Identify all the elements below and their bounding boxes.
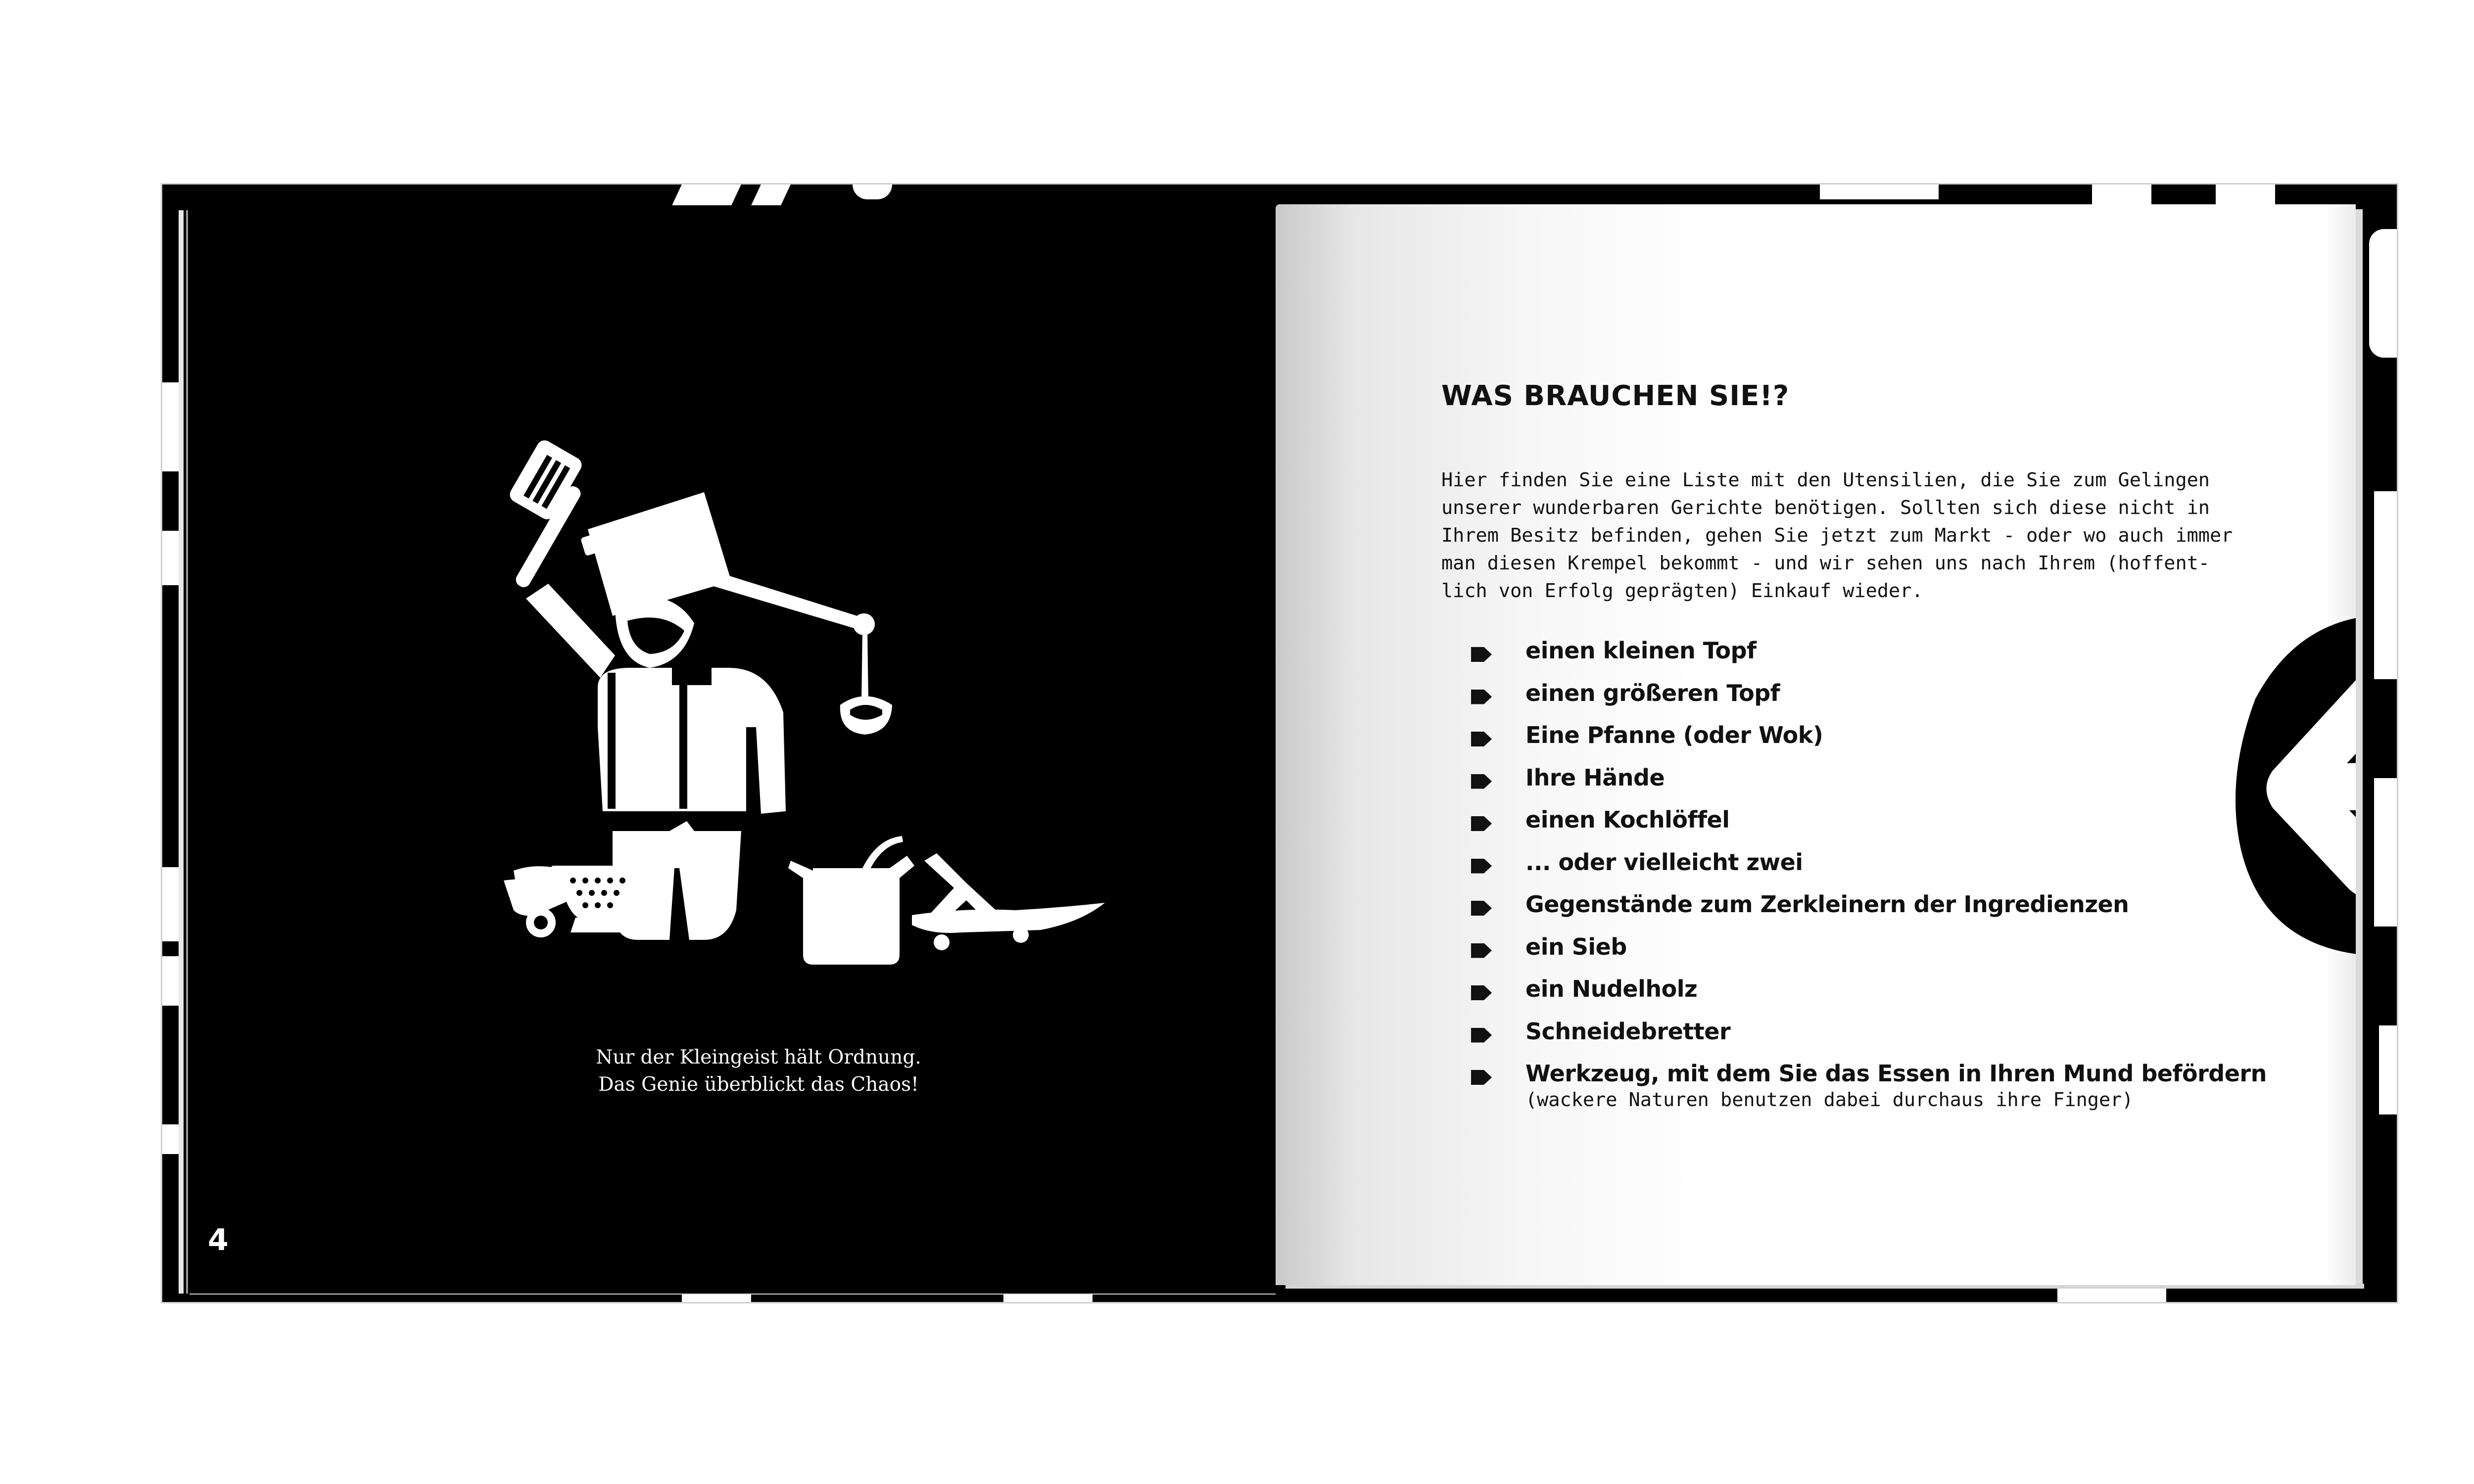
intro-line: Hier finden Sie eine Liste mit den Utensilien, die Sie zum Gelingen <box>1441 469 2210 491</box>
list-bullet-icon <box>1471 985 1492 1000</box>
list-item-label: Gegenstände zum Zerkleinern der Ingredienzen <box>1525 891 2129 918</box>
list-bullet-icon <box>1471 901 1492 916</box>
chaotic-cook-icon <box>467 435 1184 994</box>
right-page <box>1276 204 2356 1285</box>
caption-line: Nur der Kleingeist hält Ordnung. <box>596 1046 921 1068</box>
list-item-note: (wackere Naturen benutzen dabei durchaus ihre Finger) <box>1525 1089 2134 1111</box>
list-item <box>1471 680 2312 722</box>
list-item-label: einen Kochlöffel <box>1525 806 1730 833</box>
list-item-label: Eine Pfanne (oder Wok) <box>1525 722 1823 748</box>
list-item <box>1471 975 2312 1018</box>
list-item-label: einen kleinen Topf <box>1525 637 1757 664</box>
arrow-left-icon <box>2226 615 2356 961</box>
list-bullet-icon <box>1471 943 1492 958</box>
list-item <box>1471 764 2312 807</box>
list-item-label: einen größeren Topf <box>1525 679 1780 706</box>
intro-paragraph <box>1441 466 2273 605</box>
list-item-label: Schneidebretter <box>1525 1018 1731 1045</box>
list-item <box>1471 1060 2312 1111</box>
list-item-label: ein Nudelholz <box>1525 975 1698 1002</box>
list-item <box>1471 1018 2312 1061</box>
utensil-list <box>1471 637 2312 1111</box>
background-stripe <box>2379 1025 2398 1114</box>
list-bullet-icon <box>1471 647 1492 662</box>
list-item <box>1471 637 2312 680</box>
list-item <box>1471 849 2312 891</box>
list-item <box>1471 933 2312 976</box>
page-edge-right <box>2356 209 2363 1285</box>
intro-line: Ihrem Besitz befinden, gehen Sie jetzt zum Markt - oder wo auch immer <box>1441 524 2233 547</box>
page-number-left: 4 <box>208 1223 229 1257</box>
list-bullet-icon <box>1471 859 1492 874</box>
page-edge-left <box>179 210 184 1294</box>
page-edge-left <box>186 210 188 1294</box>
caption-line: Das Genie überblickt das Chaos! <box>598 1073 919 1096</box>
page-heading: WAS BRAUCHEN SIE!? <box>1441 380 1790 412</box>
list-bullet-icon <box>1471 774 1492 789</box>
left-page-caption <box>536 1044 981 1098</box>
list-bullet-icon <box>1471 732 1492 746</box>
background-stripe <box>2369 229 2398 358</box>
background-stripe <box>751 185 791 205</box>
list-item-label: ... oder vielleicht zwei <box>1525 848 1803 876</box>
list-bullet-icon <box>1471 1070 1492 1085</box>
list-item <box>1471 722 2312 764</box>
background-stripe <box>2374 491 2398 679</box>
background-stripe <box>2057 1288 2166 1303</box>
background-stripe <box>1820 185 1939 199</box>
list-bullet-icon <box>1471 1028 1492 1043</box>
list-item <box>1471 806 2312 849</box>
intro-line: man diesen Krempel bekommt - und wir sehen uns nach Ihrem (hoffent- <box>1441 552 2210 574</box>
list-bullet-icon <box>1471 690 1492 704</box>
list-item-label: Ihre Hände <box>1525 764 1665 791</box>
background-stripe <box>853 185 892 199</box>
intro-line: unserer wunderbaren Gerichte benötigen. Sollten sich diese nicht in <box>1441 497 2210 519</box>
list-item-label: ein Sieb <box>1525 933 1627 960</box>
background-stripe <box>672 185 741 205</box>
list-item-label: Werkzeug, mit dem Sie das Essen in Ihren Mund befördern <box>1525 1060 2267 1087</box>
left-page <box>190 210 1276 1294</box>
list-bullet-icon <box>1471 816 1492 831</box>
list-item <box>1471 891 2312 933</box>
background-stripe <box>2374 778 2398 927</box>
open-book <box>161 183 2398 1303</box>
intro-line: lich von Erfolg geprägten) Einkauf wieder. <box>1441 580 1923 602</box>
